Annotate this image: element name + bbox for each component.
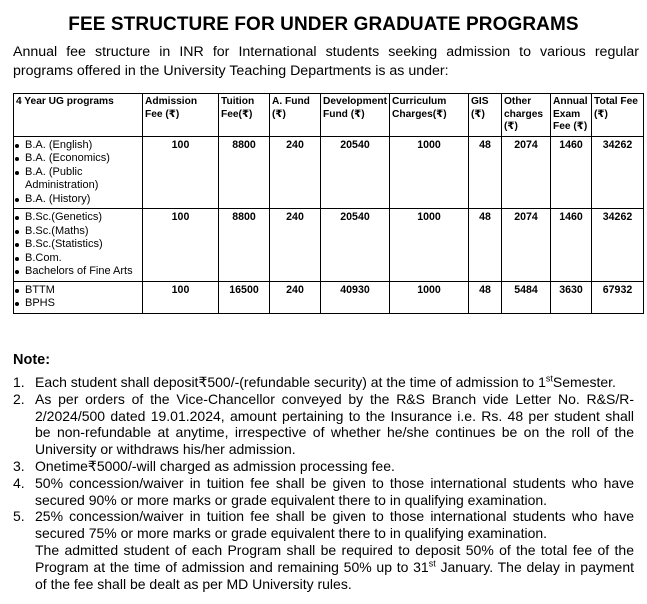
table-row: [14, 281, 644, 313]
total-fee-cell: 67932: [592, 281, 644, 313]
note-text: Onetime₹5000/-will charged as admission processing fee.: [35, 457, 395, 474]
note-item: [13, 374, 634, 391]
note-text: As per orders of the Vice-Chancellor conveyed by the R&S Branch vide Letter No. R&S/R-2/2024/500 dated 19.01.2024, amount pertaining to the Insurance i.e. Rs. 48 per student shall be non-refundable at anytime, irrespective of whether he/she continues be on the roll of the University or withdraws his/her admission.: [35, 390, 634, 458]
table-header-row: [14, 94, 644, 137]
program-item: B.A. (History): [14, 193, 140, 207]
note-item: [13, 508, 634, 542]
development-fund-cell: 20540: [321, 136, 390, 209]
note-text-tail: January. The delay in payment of the fee shall be dealt as per MD University rules.: [35, 558, 634, 592]
programs-cell: [14, 136, 143, 209]
note-text: Each student shall deposit₹500/-(refundable security) at the time of admission to 1: [35, 374, 546, 390]
col-header-gis: GIS (₹): [469, 94, 502, 137]
program-item: B.A. (Economics): [14, 152, 140, 166]
col-header-tuition-fee: Tuition Fee(₹): [219, 94, 270, 137]
col-header-curriculum-charges: Curriculum Charges(₹): [390, 94, 469, 137]
note-text-tail: Semester.: [552, 374, 616, 390]
col-header-admission-fee: Admission Fee (₹): [143, 94, 219, 137]
program-item: B.Com.: [14, 252, 140, 266]
curriculum-charges-cell: 1000: [390, 209, 469, 282]
annual-exam-fee-cell: 1460: [551, 209, 592, 282]
note-item: [13, 542, 634, 592]
note-item: [13, 391, 634, 458]
annual-exam-fee-cell: 1460: [551, 136, 592, 209]
note-heading: Note:: [13, 352, 51, 368]
program-list: [14, 284, 140, 311]
other-charges-cell: 2074: [502, 136, 551, 209]
total-fee-cell: 34262: [592, 209, 644, 282]
program-item: B.A. (English): [14, 139, 140, 153]
note-number: 1.: [13, 374, 25, 390]
a-fund-cell: 240: [270, 209, 321, 282]
tuition-fee-cell: 8800: [219, 136, 270, 209]
notes-list: [13, 374, 634, 592]
program-list: [14, 139, 140, 207]
program-item: B.Sc.(Genetics): [14, 211, 140, 225]
program-list: [14, 211, 140, 279]
table-row: [14, 136, 644, 209]
programs-cell: [14, 281, 143, 313]
col-header-total-fee: Total Fee (₹): [592, 94, 644, 137]
development-fund-cell: 20540: [321, 209, 390, 282]
table-row: [14, 209, 644, 282]
gis-cell: 48: [469, 209, 502, 282]
intro-paragraph: Annual fee structure in INR for International students seeking admission to various regular programs offered in the University Teaching Departments is as under:: [13, 44, 639, 79]
tuition-fee-cell: 8800: [219, 209, 270, 282]
other-charges-cell: 5484: [502, 281, 551, 313]
tuition-fee-cell: 16500: [219, 281, 270, 313]
development-fund-cell: 40930: [321, 281, 390, 313]
curriculum-charges-cell: 1000: [390, 281, 469, 313]
annual-exam-fee-cell: 3630: [551, 281, 592, 313]
note-item: [13, 458, 634, 475]
program-item: B.A. (Public Administration): [14, 166, 140, 193]
note-number: 4.: [13, 474, 25, 491]
programs-cell: [14, 209, 143, 282]
page-title: FEE STRUCTURE FOR UNDER GRADUATE PROGRAMS: [68, 14, 579, 35]
a-fund-cell: 240: [270, 136, 321, 209]
fee-table: [13, 93, 644, 314]
program-item: BPHS: [14, 297, 140, 311]
note-number: 5.: [13, 508, 25, 525]
program-item: B.Sc.(Maths): [14, 225, 140, 239]
program-item: B.Sc.(Statistics): [14, 238, 140, 252]
program-item: Bachelors of Fine Arts: [14, 265, 140, 279]
note-text: 25% concession/waiver in tuition fee shall be given to those international students who have secured 75% or more marks or grade equivalent there to in qualifying examination.: [35, 508, 634, 542]
note-item: [13, 475, 634, 509]
col-header-other-charges: Other charges (₹): [502, 94, 551, 137]
admission-fee-cell: 100: [143, 281, 219, 313]
note-superscript: st: [428, 558, 436, 569]
admission-fee-cell: 100: [143, 209, 219, 282]
curriculum-charges-cell: 1000: [390, 136, 469, 209]
admission-fee-cell: 100: [143, 136, 219, 209]
note-text: The admitted student of each Program shall be required to deposit 50% of the total fee of the Program at the time of admission and remaining 50% up to 31: [35, 541, 634, 575]
note-number: 2.: [13, 390, 25, 407]
note-text: 50% concession/waiver in tuition fee shall be given to those international students who have secured 90% or more marks or grade equivalent there to in qualifying examination.: [35, 474, 634, 508]
note-superscript: st: [545, 373, 553, 384]
gis-cell: 48: [469, 136, 502, 209]
program-item: BTTM: [14, 284, 140, 298]
gis-cell: 48: [469, 281, 502, 313]
other-charges-cell: 2074: [502, 209, 551, 282]
col-header-annual-exam-fee: Annual Exam Fee (₹): [551, 94, 592, 137]
total-fee-cell: 34262: [592, 136, 644, 209]
col-header-a-fund: A. Fund (₹): [270, 94, 321, 137]
note-number: 3.: [13, 457, 25, 474]
col-header-programs: 4 Year UG programs: [14, 94, 143, 137]
a-fund-cell: 240: [270, 281, 321, 313]
col-header-development-fund: Development Fund (₹): [321, 94, 390, 137]
